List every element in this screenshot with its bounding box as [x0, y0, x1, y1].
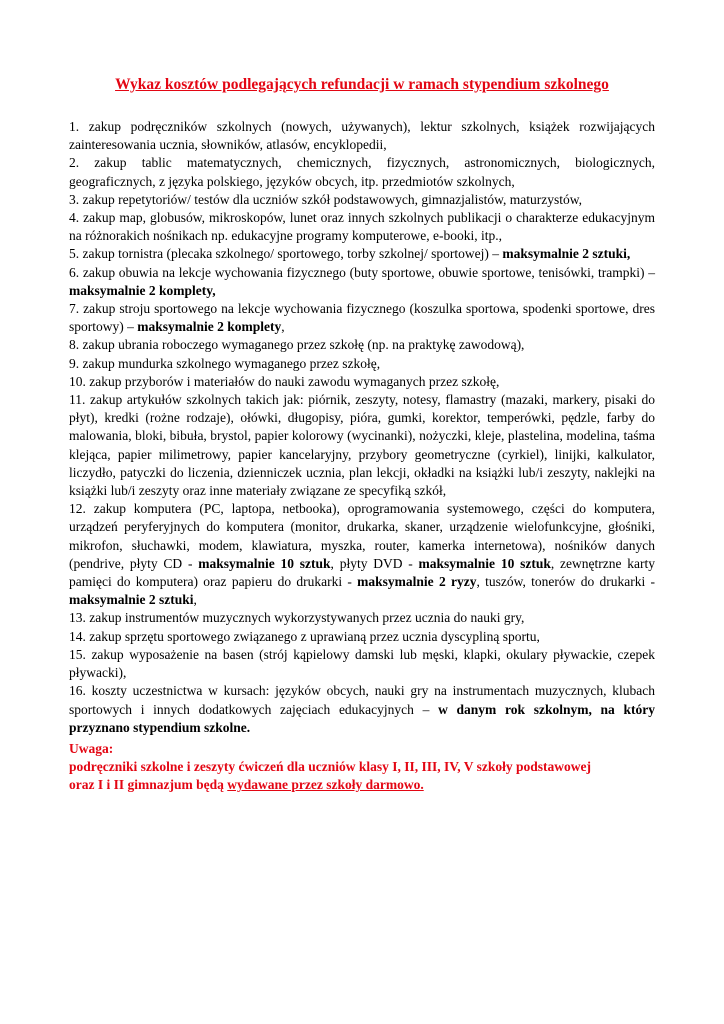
item-limit: maksymalnie 2 komplety, — [69, 282, 216, 298]
list-item — [69, 336, 655, 354]
item-text: 4. zakup map, globusów, mikroskopów, lunet oraz innych szkolnych publikacji o charakterze edukacyjnym na różnorakich nośnikach np. edukacyjne programy komputerowe, e-booki, itp., — [69, 210, 655, 244]
item-text: 3. zakup repetytoriów/ testów dla uczniów szkół podstawowych, gimnazjalistów, maturzystów, — [69, 191, 583, 207]
item-text: 9. zakup mundurka szkolnego wymaganego przez szkołę, — [69, 355, 381, 371]
item-text: 14. zakup sprzętu sportowego związanego z uprawianą przez ucznia dyscypliną sportu, — [69, 628, 540, 644]
item-limit: maksymalnie 10 sztuk — [418, 555, 551, 571]
item-text: , — [193, 592, 197, 608]
item-text: , płyty DVD - — [330, 555, 419, 571]
list-item — [69, 245, 655, 263]
list-item — [69, 118, 655, 154]
item-text: 8. zakup ubrania roboczego wymaganego przez szkołę (np. na praktykę zawodową), — [69, 337, 525, 353]
item-text: 10. zakup przyborów i materiałów do nauki zawodu wymaganych przez szkołę, — [69, 373, 500, 389]
note-text: oraz I i II gimnazjum będą — [69, 777, 228, 793]
item-limit: maksymalnie 2 sztuki — [69, 592, 194, 608]
list-item — [69, 646, 655, 682]
item-text: 1. zakup podręczników szkolnych (nowych, używanych), lektur szkolnych, książek rozwijających zainteresowania ucznia, słowników, atlasów, encyklopedii, — [69, 119, 655, 153]
item-limit: maksymalnie 2 ryzy — [357, 574, 477, 590]
item-text: 6. zakup obuwia na lekcje wychowania fizycznego (buty sportowe, obuwie sportowe, tenisówki, trampki) – — [69, 264, 655, 280]
item-text: 15. zakup wyposażenie na basen (strój kąpielowy damski lub męski, klapki, okulary pływackie, czepek pływacki), — [69, 646, 655, 681]
list-item — [69, 209, 655, 245]
item-text: 13. zakup instrumentów muzycznych wykorzystywanych przez ucznia do nauki gry, — [69, 610, 525, 626]
note-heading: Uwaga: — [69, 741, 114, 756]
list-item — [69, 500, 655, 609]
item-text: 5. zakup tornistra (plecaka szkolnego/ sportowego, torby szkolnej/ sportowej) – — [69, 246, 503, 262]
item-text: 12. zakup komputera (PC, laptopa, netbooka), oprogramowania systemowego, części do komputera, urządzeń peryferyjnych do komputera (monitor, drukarka, skaner, urządzenie wielofunkcyjne, głośniki, mikrofon, słuchawki, modem, klawiatura, myszka, router, kamerka internetowa), nośników danych (pendrive, płyty CD - — [69, 501, 655, 571]
cost-list — [69, 118, 655, 737]
item-text: , tuszów, tonerów do drukarki - — [476, 574, 655, 590]
list-item — [69, 264, 655, 300]
list-item — [69, 391, 655, 500]
item-text: , — [281, 319, 285, 335]
list-item — [69, 191, 655, 209]
document-title: Wykaz kosztów podlegających refundacji w ramach stypendium szkolnego — [115, 76, 609, 93]
item-text: 7. zakup stroju sportowego na lekcje wychowania fizycznego (koszulka sportowa, spodenki sportowe, dres sportowy) – — [69, 301, 655, 335]
list-item — [69, 373, 655, 391]
item-limit: maksymalnie 2 komplety — [137, 319, 282, 335]
list-item — [69, 628, 655, 646]
list-item — [69, 300, 655, 336]
item-limit: maksymalnie 2 sztuki, — [502, 246, 631, 262]
list-item — [69, 609, 655, 627]
item-text: 16. koszty uczestnictwa w kursach: języków obcych, nauki gry na instrumentach muzycznych, klubach sportowych i innych dodatkowych zajęciach edukacyjnych – — [69, 683, 655, 717]
item-text: 11. zakup artykułów szkolnych takich jak: piórnik, zeszyty, notesy, flamastry (mazaki, markery, pisaki do płyt), kredki (rożne rodzaje), ołówki, długopisy, pióra, gumki, korektor, temperówki, pędzle, farby do malowania, bloki, bibuła, brystol, papier kolorowy (wycinanki), nożyczki, kleje, plastelina, modelina, taśma klejąca, papier milimetrowy, papier kancelaryjny, przybory geometryczne (cyrkiel), linijki, kalkulator, liczydło, patyczki do liczenia, dzienniczek ucznia, plan lekcji, okładki na książki lub/i zeszyty, naklejki na książki lub/i zeszyty oraz inne materiały związane ze specyfiką szkół, — [69, 392, 655, 499]
item-text: , zewnętrzne karty pamięci do komputera) oraz papieru do drukarki - — [69, 555, 656, 590]
list-item — [69, 682, 655, 737]
list-item — [69, 355, 655, 373]
item-limit: maksymalnie 10 sztuk — [198, 555, 331, 571]
note-line: podręczniki szkolne i zeszyty ćwiczeń dla uczniów klasy I, II, III, IV, V szkoły podstawowej — [69, 759, 592, 775]
note-underlined-text: wydawane przez szkoły darmowo. — [227, 777, 424, 793]
item-limit: w danym rok szkolnym, na który przyznano stypendium szkolne. — [69, 701, 656, 735]
list-item — [69, 154, 655, 190]
note-block — [69, 740, 659, 795]
item-text: 2. zakup tablic matematycznych, chemicznych, fizycznych, astronomicznych, biologicznych, geograficznych, z języka polskiego, języków obcych, itp. przedmiotów szkolnych, — [69, 155, 655, 189]
note-line — [69, 776, 659, 794]
